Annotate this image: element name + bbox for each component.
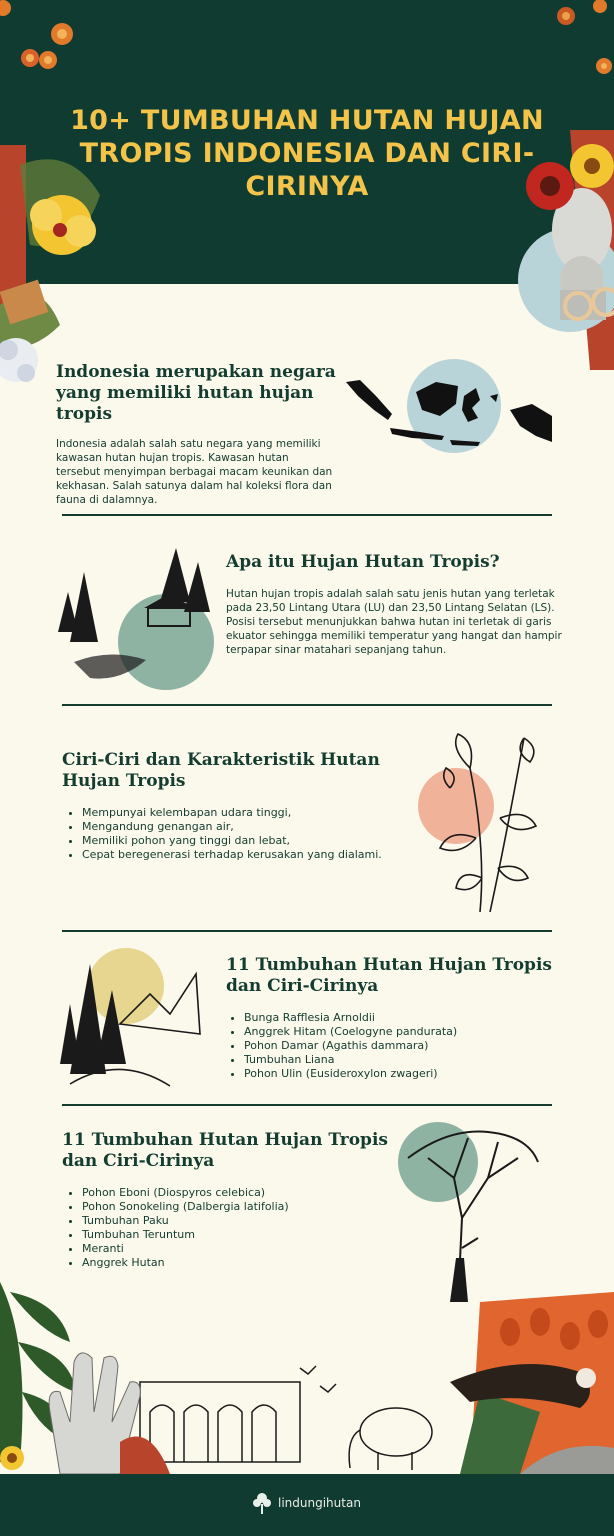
statue-head-icon [552, 188, 612, 320]
green-circle [398, 1122, 478, 1202]
section-plants-1 [226, 955, 556, 1081]
yellow-circle [88, 948, 164, 1024]
divider [62, 1104, 552, 1106]
bottom-collage [0, 1262, 614, 1474]
section-heading: Ciri-Ciri dan Karakteristik Hutan Hujan Tropis [62, 750, 380, 791]
plants-list [226, 1011, 556, 1081]
red-flower-icon [526, 162, 574, 210]
red-paper-piece [120, 1436, 170, 1474]
page-title: 10+ TUMBUHAN HUTAN HUJAN TROPIS INDONESIA DAN CIRI-CIRINYA [70, 105, 544, 202]
section-heading: Apa itu Hujan Hutan Tropis? [226, 552, 500, 572]
section-heading: 11 Tumbuhan Hutan Hujan Tropis dan Ciri-Cirinya [62, 1130, 388, 1171]
peach-circle [418, 768, 494, 844]
list-item: • Mengandung genangan air, [82, 820, 402, 834]
list-item: • Pohon Ulin (Eusideroxylon zwageri) [244, 1067, 556, 1081]
section-what-is [226, 552, 562, 657]
section-characteristics [62, 750, 402, 862]
section-plants-2 [62, 1130, 392, 1270]
indonesia-map-illustration [340, 352, 560, 462]
list-item: • Tumbuhan Liana [244, 1053, 556, 1067]
statue-collage-right [510, 130, 614, 370]
orange-fruit-icon [0, 0, 612, 74]
plants-list [62, 1186, 392, 1270]
elephant-icon [349, 1408, 432, 1470]
list-item: • Memiliki pohon yang tinggi dan lebat, [82, 834, 402, 848]
characteristics-list [62, 806, 402, 862]
list-item: • Meranti [82, 1242, 392, 1256]
footer-brand[interactable] [252, 1492, 382, 1514]
divider [62, 930, 552, 932]
list-item: • Pohon Damar (Agathis dammara) [244, 1039, 556, 1053]
yellow-flower-icon [0, 1446, 24, 1470]
list-item: • Anggrek Hutan [82, 1256, 392, 1270]
brand-name: lindungihutan [278, 1496, 361, 1510]
divider [62, 704, 552, 706]
list-item: • Pohon Eboni (Diospyros celebica) [82, 1186, 392, 1200]
white-flower-icon [0, 338, 38, 382]
flower-sketch-illustration [410, 728, 560, 914]
list-item: • Cepat beregenerasi terhadap kerusakan yang dialami. [82, 848, 402, 862]
section-heading: 11 Tumbuhan Hutan Hujan Tropis dan Ciri-Cirinya [226, 955, 552, 996]
list-item: • Tumbuhan Teruntum [82, 1228, 392, 1242]
list-item: • Anggrek Hitam (Coelogyne pandurata) [244, 1025, 556, 1039]
list-item: • Mempunyai kelembapan udara tinggi, [82, 806, 402, 820]
tree-logo-icon [252, 1492, 272, 1514]
section-body: Hutan hujan tropis adalah salah satu jenis hutan yang terletak pada 23,50 Lintang Utara (LU) dan 23,50 Lintang Selatan (LS). Posisi tersebut menunjukkan bahwa hutan ini terletak di garis ekuator sehingga memiliki temperatur yang hangat dan hampir terpapar sinar matahari sepanjang tahun. [226, 588, 562, 656]
section-indonesia [56, 362, 336, 507]
mountain-forest-illustration [60, 944, 210, 1094]
section-body: Indonesia adalah salah satu negara yang memiliki kawasan hutan hujan tropis. Kawasan hutan tersebut menyimpan berbagai macam keunikan dan kekhasan. Salah satunya dalam hal koleksi flora dan fauna di dalamnya. [56, 438, 333, 506]
bird-icon [300, 1366, 336, 1392]
forest-house-illustration [50, 542, 220, 692]
list-item: • Bunga Rafflesia Arnoldii [244, 1011, 556, 1025]
list-item: • Tumbuhan Paku [82, 1214, 392, 1228]
section-heading: Indonesia merupakan negara yang memiliki hutan hujan tropis [56, 362, 336, 424]
yellow-flower-icon [570, 144, 614, 188]
list-item: • Pohon Sonokeling (Dalbergia latifolia) [82, 1200, 392, 1214]
aqueduct-icon [140, 1382, 300, 1462]
divider [62, 514, 552, 516]
